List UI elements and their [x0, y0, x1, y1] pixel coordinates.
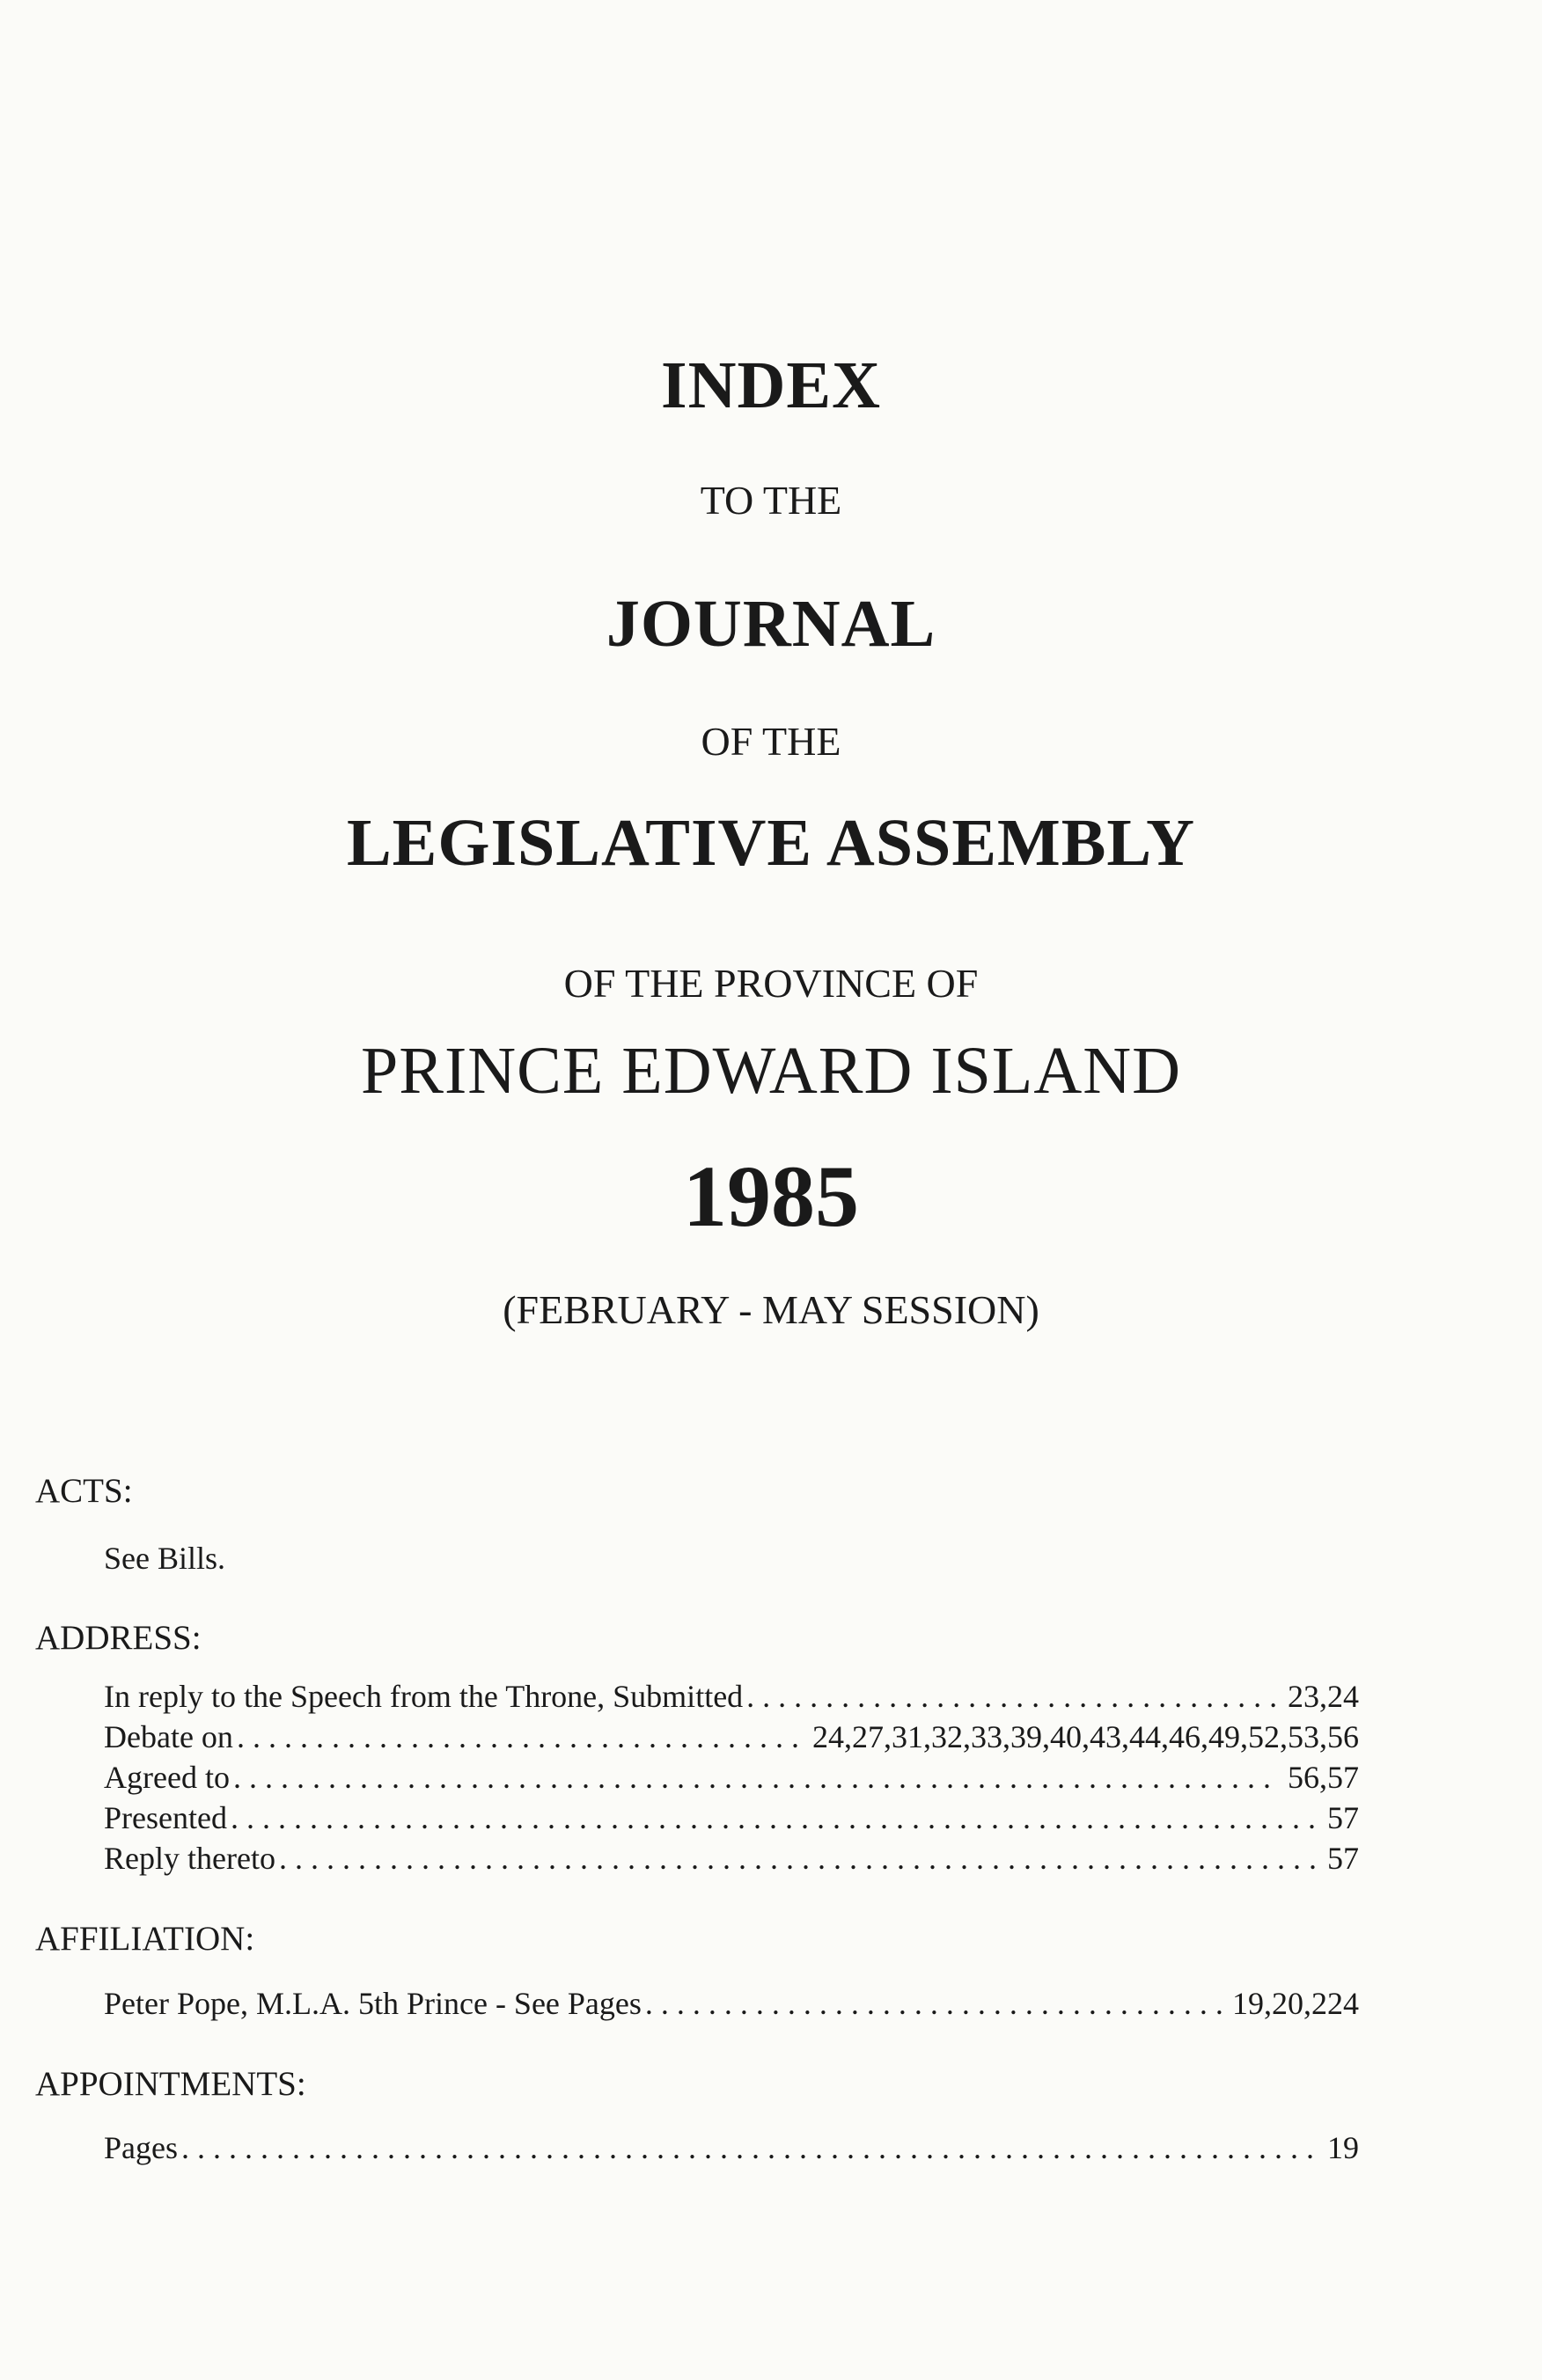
- index-entry: [104, 1761, 1359, 1793]
- entry-label: Peter Pope, M.L.A. 5th Prince - See Pages: [104, 1986, 642, 2021]
- entry-label: Debate on: [104, 1719, 233, 1754]
- title-to-the: TO THE: [700, 478, 842, 523]
- entry-label: Reply thereto: [104, 1841, 275, 1876]
- title-legislative-assembly: LEGISLATIVE ASSEMBLY: [346, 806, 1196, 880]
- entry-pages: 19,20,224: [1232, 1986, 1359, 2021]
- entry-pages: 56,57: [1288, 1760, 1359, 1795]
- entry-pages: 57: [1327, 1800, 1359, 1835]
- section-heading-affiliation: AFFILIATION:: [35, 1920, 255, 1958]
- section-heading-acts: ACTS:: [35, 1472, 133, 1510]
- entry-pages: 57: [1327, 1841, 1359, 1876]
- entry-pages: 23,24: [1288, 1679, 1359, 1714]
- dot-leader: [645, 1988, 1223, 2019]
- acts-see-bills-note: See Bills.: [104, 1541, 226, 1576]
- dot-leader: [237, 1721, 804, 1753]
- section-heading-appointments: APPOINTMENTS:: [35, 2065, 306, 2103]
- index-entry: [104, 1681, 1359, 1712]
- entry-label: In reply to the Speech from the Throne, Submitted: [104, 1679, 744, 1714]
- title-journal: JOURNAL: [606, 587, 936, 661]
- entry-label: Pages: [104, 2130, 178, 2165]
- section-heading-address: ADDRESS:: [35, 1619, 202, 1657]
- dot-leader: [181, 2132, 1318, 2164]
- title-prince-edward-island: PRINCE EDWARD ISLAND: [361, 1034, 1181, 1108]
- dot-leader: [279, 1842, 1318, 1874]
- index-entry: [104, 1842, 1359, 1874]
- title-session: (FEBRUARY - MAY SESSION): [503, 1287, 1039, 1332]
- title-of-the: OF THE: [701, 719, 841, 764]
- entry-label: Agreed to: [104, 1760, 230, 1795]
- dot-leader: [233, 1761, 1279, 1793]
- title-index: INDEX: [661, 348, 881, 422]
- dot-leader: [231, 1802, 1318, 1834]
- index-entry: [104, 1802, 1359, 1834]
- entry-pages: 24,27,31,32,33,39,40,43,44,46,49,52,53,56: [812, 1719, 1359, 1754]
- index-entry: [104, 2132, 1359, 2164]
- index-entry: [104, 1988, 1359, 2019]
- title-of-the-province-of: OF THE PROVINCE OF: [563, 961, 979, 1006]
- entry-pages: 19: [1327, 2130, 1359, 2165]
- dot-leader: [746, 1681, 1279, 1712]
- entry-label: Presented: [104, 1800, 227, 1835]
- index-entry: [104, 1721, 1359, 1753]
- title-year: 1985: [683, 1147, 859, 1245]
